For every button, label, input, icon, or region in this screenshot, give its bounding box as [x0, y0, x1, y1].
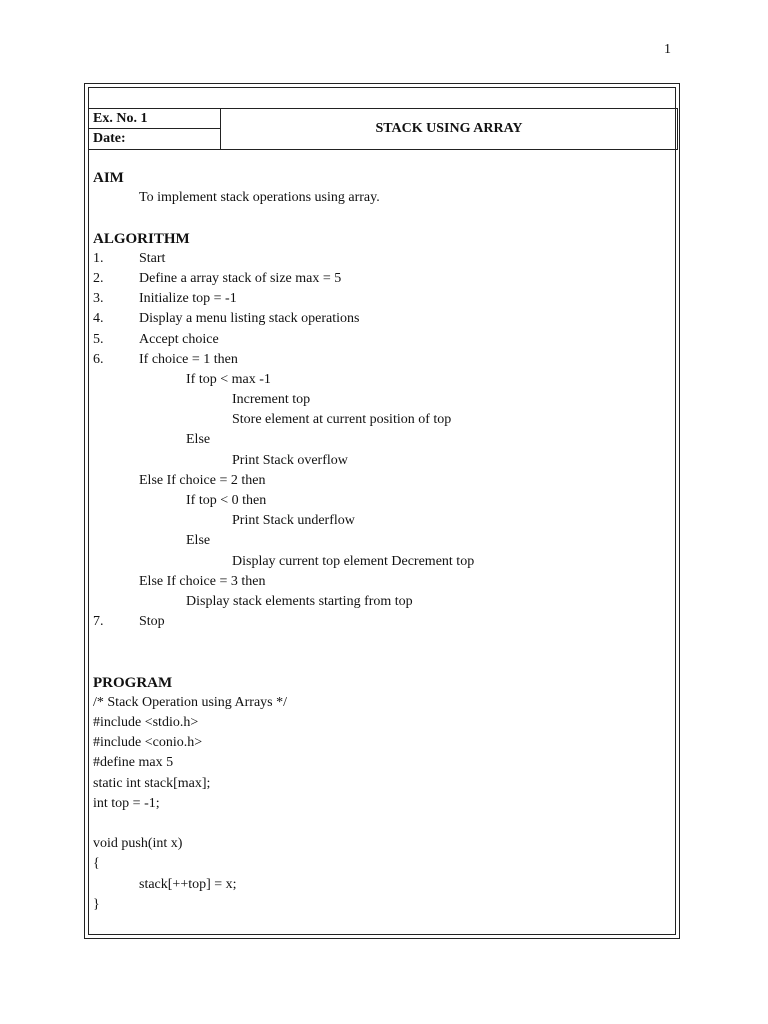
program-heading: PROGRAM	[93, 674, 173, 691]
algorithm-step	[93, 309, 673, 329]
algorithm-substep: Print Stack underflow	[232, 513, 355, 529]
page-number: 1	[664, 42, 671, 57]
header-table	[88, 108, 678, 150]
algorithm-substep: Display current top element Decrement top	[232, 553, 475, 569]
algorithm-step	[93, 269, 673, 289]
step-text: Stop	[139, 614, 165, 630]
aim-heading: AIM	[93, 170, 124, 186]
algorithm-step	[93, 330, 673, 350]
algorithm-step	[93, 249, 673, 269]
date-cell: Date:	[93, 131, 126, 146]
step-text: Display a menu listing stack operations	[139, 311, 360, 327]
code-line	[93, 814, 673, 834]
algorithm-substep: Increment top	[232, 392, 311, 408]
code-line: /* Stack Operation using Arrays */	[93, 694, 288, 710]
header-left-column	[89, 109, 221, 149]
aim-text: To implement stack operations using array.	[139, 190, 380, 206]
algorithm-substep: Else If choice = 3 then	[139, 573, 266, 589]
step-number: 1.	[93, 250, 104, 266]
step-number: 4.	[93, 311, 104, 327]
step-text: Define a array stack of size max = 5	[139, 270, 342, 286]
step-number: 3.	[93, 291, 104, 307]
code-line: void push(int x)	[93, 836, 183, 852]
code-line: int top = -1;	[93, 795, 160, 811]
step-text: If choice = 1 then	[139, 351, 238, 367]
step-number: 7.	[93, 614, 104, 630]
algorithm-step	[93, 350, 673, 370]
step-text: Start	[139, 250, 166, 266]
step-number: 2.	[93, 270, 104, 286]
code-line: #define max 5	[93, 755, 174, 771]
algorithm-substep: Display stack elements starting from top	[186, 593, 413, 609]
document-body	[93, 168, 673, 915]
step-text: Initialize top = -1	[139, 291, 237, 307]
algorithm-substep: Store element at current position of top	[232, 412, 452, 428]
algorithm-substep: Print Stack overflow	[232, 452, 348, 468]
step-text: Accept choice	[139, 331, 219, 347]
algorithm-step	[93, 289, 673, 309]
algorithm-substep: If top < 0 then	[186, 493, 267, 508]
algorithm-heading: ALGORITHM	[93, 230, 190, 247]
code-line: #include <stdio.h>	[93, 715, 199, 731]
code-line: {	[93, 856, 100, 872]
exercise-title: STACK USING ARRAY	[375, 121, 523, 136]
step-number: 5.	[93, 331, 104, 347]
algorithm-substep: Else	[186, 432, 211, 448]
algorithm-step	[93, 612, 673, 632]
code-line: static int stack[max];	[93, 775, 211, 791]
code-line: #include <conio.h>	[93, 735, 203, 751]
ex-no-cell: Ex. No. 1	[89, 109, 221, 129]
step-number: 6.	[93, 351, 104, 367]
algorithm-substep: If top < max -1	[186, 371, 271, 387]
algorithm-substep: Else	[186, 533, 211, 549]
code-line: }	[93, 896, 100, 912]
code-line: stack[++top] = x;	[139, 876, 237, 892]
algorithm-substep: Else If choice = 2 then	[139, 472, 266, 488]
